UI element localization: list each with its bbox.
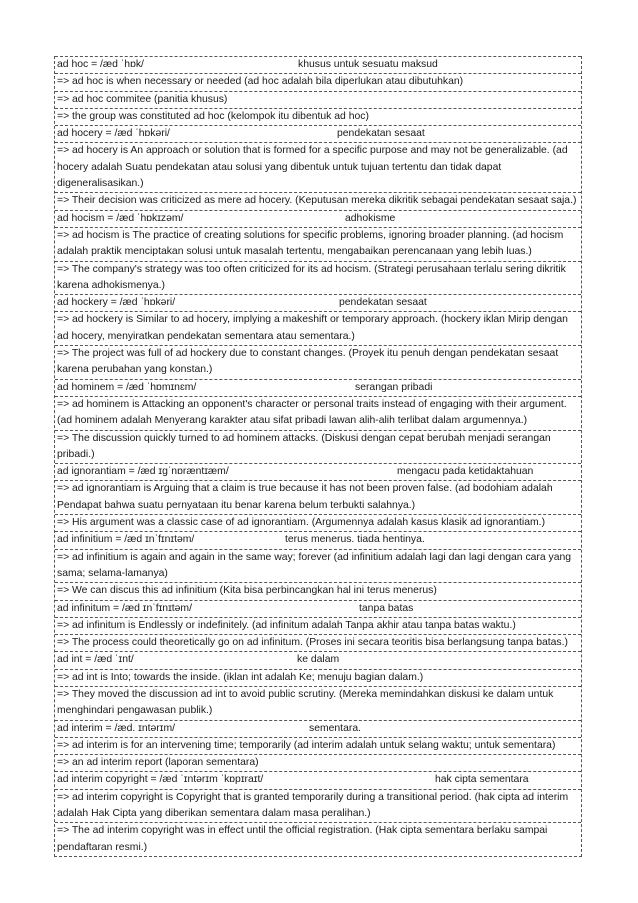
entry-line: => ad hockery is Similar to ad hocery, implying a makeshift or temporary approach. (hockery iklan Mirip dengan ad hocery, menyiratkan pendekatan sementara atau sementara.) bbox=[55, 311, 581, 345]
entry-header bbox=[55, 531, 581, 548]
entry-header bbox=[55, 210, 581, 227]
entry-line: => The discussion quickly turned to ad hominem attacks. (Diskusi dengan cepat berubah menjadi serangan pribadi.) bbox=[55, 430, 581, 464]
entry-header bbox=[55, 125, 581, 142]
entry-translation: adhokisme bbox=[345, 212, 396, 224]
entry-line: => ad int is Into; towards the inside. (iklan int adalah Ke; menuju bagian dalam.) bbox=[55, 669, 581, 686]
entry-line: => an ad interim report (laporan sementara) bbox=[55, 754, 581, 771]
entry-line: => The ad interim copyright was in effect until the official registration. (Hak cipta sementara berlaku sampai pendaftaran resmi.) bbox=[55, 822, 581, 856]
entry-line: => ad infinitum is Endlessly or indefinitely. (ad infinitum adalah Tanpa akhir atau tanpa batas waktu.) bbox=[55, 617, 581, 634]
glossary-table bbox=[54, 56, 582, 857]
entry-line: => ad ignorantiam is Arguing that a claim is true because it has not been proven false. (ad bodohiam adalah Pendapat bahwa suatu pernyataan itu benar karena belum terbukti salahnya.) bbox=[55, 480, 581, 514]
entry-translation: sementara. bbox=[309, 722, 361, 734]
entry-term: ad infinitum = /æd ɪnˈfɪnɪtəm/ bbox=[57, 602, 192, 614]
entry-line: => They moved the discussion ad int to avoid public scrutiny. (Mereka memindahkan diskusi ke dalam untuk menghindari pengawasan publik.) bbox=[55, 686, 581, 720]
entry-header bbox=[55, 651, 581, 668]
entry-line: => the group was constituted ad hoc (kelompok itu dibentuk ad hoc) bbox=[55, 108, 581, 125]
entry-translation: pendekatan sesaat bbox=[337, 128, 425, 140]
entry-line: => The project was full of ad hockery due to constant changes. (Proyek itu penuh dengan pendekatan sesaat karena perubahan yang konstan.) bbox=[55, 345, 581, 379]
entry-header bbox=[55, 379, 581, 396]
entry-line: => Their decision was criticized as mere ad hocery. (Keputusan mereka dikritik sebagai pendekatan sesaat saja.) bbox=[55, 192, 581, 209]
entry-header bbox=[55, 56, 581, 73]
entry-line: => ad hocism is The practice of creating solutions for specific problems, ignoring broader planning. (ad hocism adalah praktik menciptakan solusi untuk masalah tertentu, mengabaikan perencanaan yang lebih luas.) bbox=[55, 227, 581, 261]
entry-translation: khusus untuk sesuatu maksud bbox=[298, 59, 438, 70]
entry-line: => ad hominem is Attacking an opponent's character or personal traits instead of engaging with their argument. (ad hominem adalah Menyerang karakter atau sifat pribadi lawan alih-alih terlibat dalam argumennya.) bbox=[55, 396, 581, 430]
entry-translation: mengacu pada ketidaktahuan bbox=[397, 466, 534, 478]
entry-line: => The process could theoretically go on ad infinitum. (Proses ini secara teoritis bisa berlangsung tanpa batas.) bbox=[55, 634, 581, 651]
entry-line: => ad infinitium is again and again in the same way; forever (ad infinitium adalah lagi dan lagi dengan cara yang sama; selama-lamanya) bbox=[55, 549, 581, 583]
entry-line: => We can discus this ad infinitium (Kita bisa perbincangkan hal ini terus menerus) bbox=[55, 582, 581, 599]
entry-header bbox=[55, 771, 581, 788]
entry-line: => ad hoc commitee (panitia khusus) bbox=[55, 91, 581, 108]
entry-translation: serangan pribadi bbox=[355, 381, 433, 393]
entry-line: => ad hocery is An approach or solution that is formed for a specific purpose and may not be generalizable. (ad hocery adalah Suatu pendekatan atau solusi yang dibentuk untuk tujuan tertentu dan tidak dapat digeneralisasikan.) bbox=[55, 142, 581, 192]
entry-header bbox=[55, 463, 581, 480]
entry-term: ad hocism = /æd ˈhɒkɪzəm/ bbox=[57, 212, 184, 224]
entry-translation: terus menerus. tiada hentinya. bbox=[285, 534, 425, 546]
entry-translation: ke dalam bbox=[297, 654, 340, 666]
entry-translation: pendekatan sesaat bbox=[339, 297, 427, 309]
entry-line: => ad interim copyright is Copyright that is granted temporarily during a transitional period. (hak cipta ad interim adalah Hak Cipta yang diberikan sementara dalam masa peralihan.) bbox=[55, 789, 581, 823]
entry-translation: hak cipta sementara bbox=[435, 774, 529, 786]
entry-header bbox=[55, 720, 581, 737]
entry-header bbox=[55, 600, 581, 617]
entry-term: ad hockery = /æd ˈhɒkəri/ bbox=[57, 297, 176, 309]
entry-term: ad infinitium = /æd ɪnˈfɪnɪtəm/ bbox=[57, 534, 195, 546]
entry-line: => The company's strategy was too often criticized for its ad hocism. (Strategi perusahaan terlalu sering dikritik karena adhokismenya.) bbox=[55, 261, 581, 295]
entry-term: ad interim copyright = /æd ˈɪntərɪm ˈkɒpɪraɪt/ bbox=[57, 774, 264, 786]
entry-translation: tanpa batas bbox=[359, 602, 414, 614]
entry-header bbox=[55, 294, 581, 311]
entry-term: ad ignorantiam = /æd ɪgˈnɒræntɪæm/ bbox=[57, 466, 229, 478]
entry-term: ad int = /æd ˈɪnt/ bbox=[57, 654, 134, 666]
entry-line: => ad interim is for an intervening time; temporarily (ad interim adalah untuk selang waktu; untuk sementara) bbox=[55, 737, 581, 754]
entry-term: ad hocery = /æd ˈhɒkəri/ bbox=[57, 128, 170, 140]
entry-term: ad hominem = /æd ˈhɒmɪnɛm/ bbox=[57, 381, 197, 393]
entry-line: => His argument was a classic case of ad ignorantiam. (Argumennya adalah kasus klasik ad ignorantiam.) bbox=[55, 514, 581, 531]
entry-line: => ad hoc is when necessary or needed (ad hoc adalah bila diperlukan atau dibutuhkan) bbox=[55, 73, 581, 90]
entry-term: ad interim = /æd. ɪntərɪm/ bbox=[57, 722, 175, 734]
entry-term: ad hoc = /æd ˈhɒk/ bbox=[57, 59, 144, 70]
